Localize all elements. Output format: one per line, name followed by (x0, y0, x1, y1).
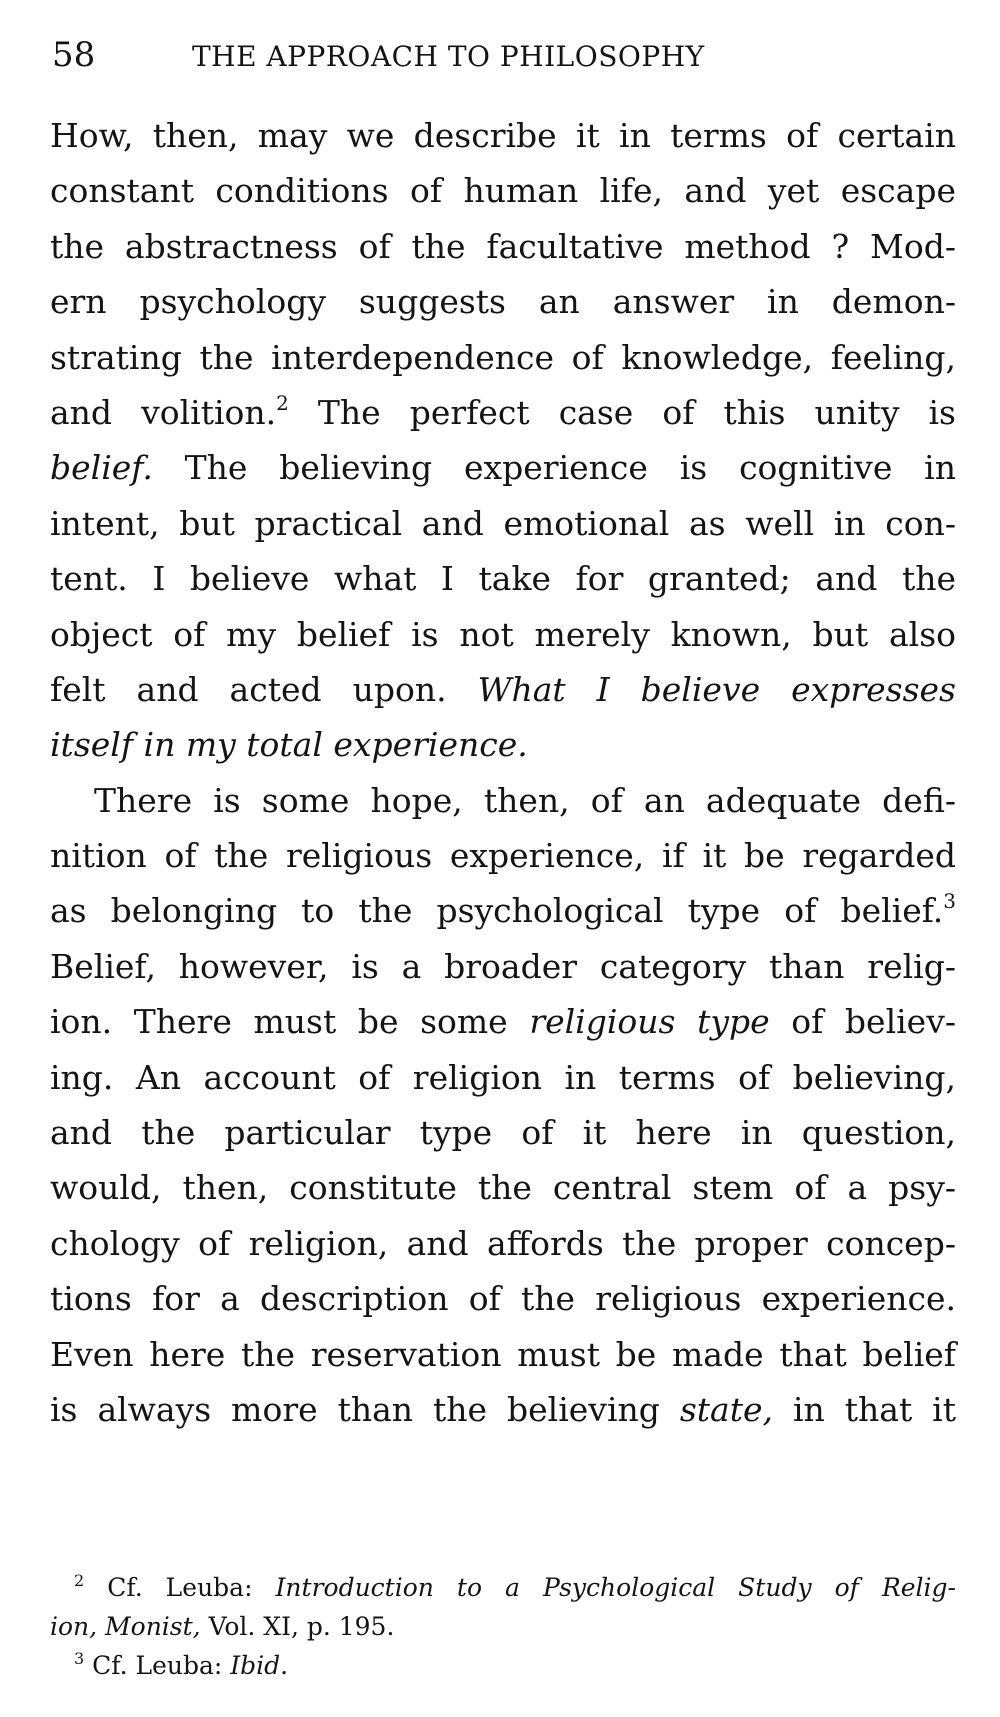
text-run: and volition. (50, 392, 277, 432)
text-line: the abstractness of the facultative method ? Mod- (50, 226, 956, 266)
text-line (50, 385, 956, 440)
text-run: in that it (773, 1389, 956, 1429)
footnote-ref-3: 3 (943, 889, 956, 914)
text-run: Vol. XI, p. 195. (200, 1612, 395, 1641)
text-line: Even here the reservation must be made that belief (50, 1334, 956, 1374)
body-text (50, 108, 956, 1437)
text-line: Belief, however, is a broader category than relig- (50, 946, 956, 986)
text-line: ern psychology suggests an answer in demon- (50, 282, 956, 322)
text-line: How, then, may we describe it in terms of certain (50, 116, 956, 155)
text-run: of believ- (769, 1002, 956, 1042)
paragraph-2 (50, 773, 956, 1438)
page-header (50, 30, 950, 80)
text-line: chology of religion, and affords the proper concep- (50, 1223, 956, 1263)
text-line: nition of the religious experience, if it be regarded (50, 836, 956, 876)
italic-text: Introduction to a Psychological Study of Relig- (275, 1573, 957, 1602)
text-run: Cf. Leuba: (84, 1651, 231, 1680)
italic-text: state, (679, 1389, 774, 1429)
text-run: as belonging to the psychological type of belief. (50, 891, 944, 931)
italic-text: itself in my total experience. (50, 725, 528, 765)
footnote-2-continued (50, 1607, 956, 1646)
footnote-ref-2: 2 (276, 390, 289, 415)
text-run: is always more than the believing (50, 1389, 680, 1429)
text-line: and the particular type of it here in question, (50, 1113, 956, 1153)
text-run: ion. There must be some (50, 1002, 530, 1042)
footnote-3 (50, 1646, 956, 1685)
text-line: object of my belief is not merely known, but also (50, 614, 956, 654)
footnote-marker: 3 (74, 1649, 85, 1668)
text-line: tions for a description of the religious experience. (50, 1279, 956, 1319)
text-line: constant conditions of human life, and yet escape (50, 171, 956, 211)
text-line: intent, but practical and emotional as well in con- (50, 503, 956, 543)
italic-text: ion, Monist, (50, 1612, 201, 1641)
text-run: The believing experience is cognitive in (152, 448, 956, 488)
text-line (50, 717, 956, 772)
text-line: tent. I believe what I take for granted; and the (50, 559, 956, 599)
text-line: ing. An account of religion in terms of believing, (50, 1057, 956, 1097)
text-run: The perfect case of this unity is (288, 392, 956, 432)
footnote-marker: 2 (74, 1571, 85, 1590)
italic-text: What I believe expresses (477, 669, 956, 709)
italic-text: Ibid. (230, 1651, 289, 1680)
text-line (50, 994, 956, 1049)
footnote-2 (50, 1568, 956, 1607)
text-line: strating the interdependence of knowledge, feeling, (50, 337, 956, 377)
text-line: would, then, constitute the central stem of a psy- (50, 1168, 956, 1208)
footnotes (50, 1568, 956, 1685)
running-title: THE APPROACH TO PHILOSOPHY (192, 40, 705, 73)
page-number: 58 (52, 35, 96, 75)
text-line (50, 440, 956, 495)
text-line (50, 1382, 956, 1437)
text-line (50, 662, 956, 717)
italic-text: religious type (529, 1002, 770, 1042)
text-run: Cf. Leuba: (84, 1573, 276, 1602)
paragraph-1 (50, 108, 956, 773)
text-run: felt and acted upon. (50, 669, 478, 709)
text-line: There is some hope, then, of an adequate defi- (94, 780, 956, 820)
text-line (50, 883, 956, 938)
italic-text: belief. (50, 448, 153, 488)
